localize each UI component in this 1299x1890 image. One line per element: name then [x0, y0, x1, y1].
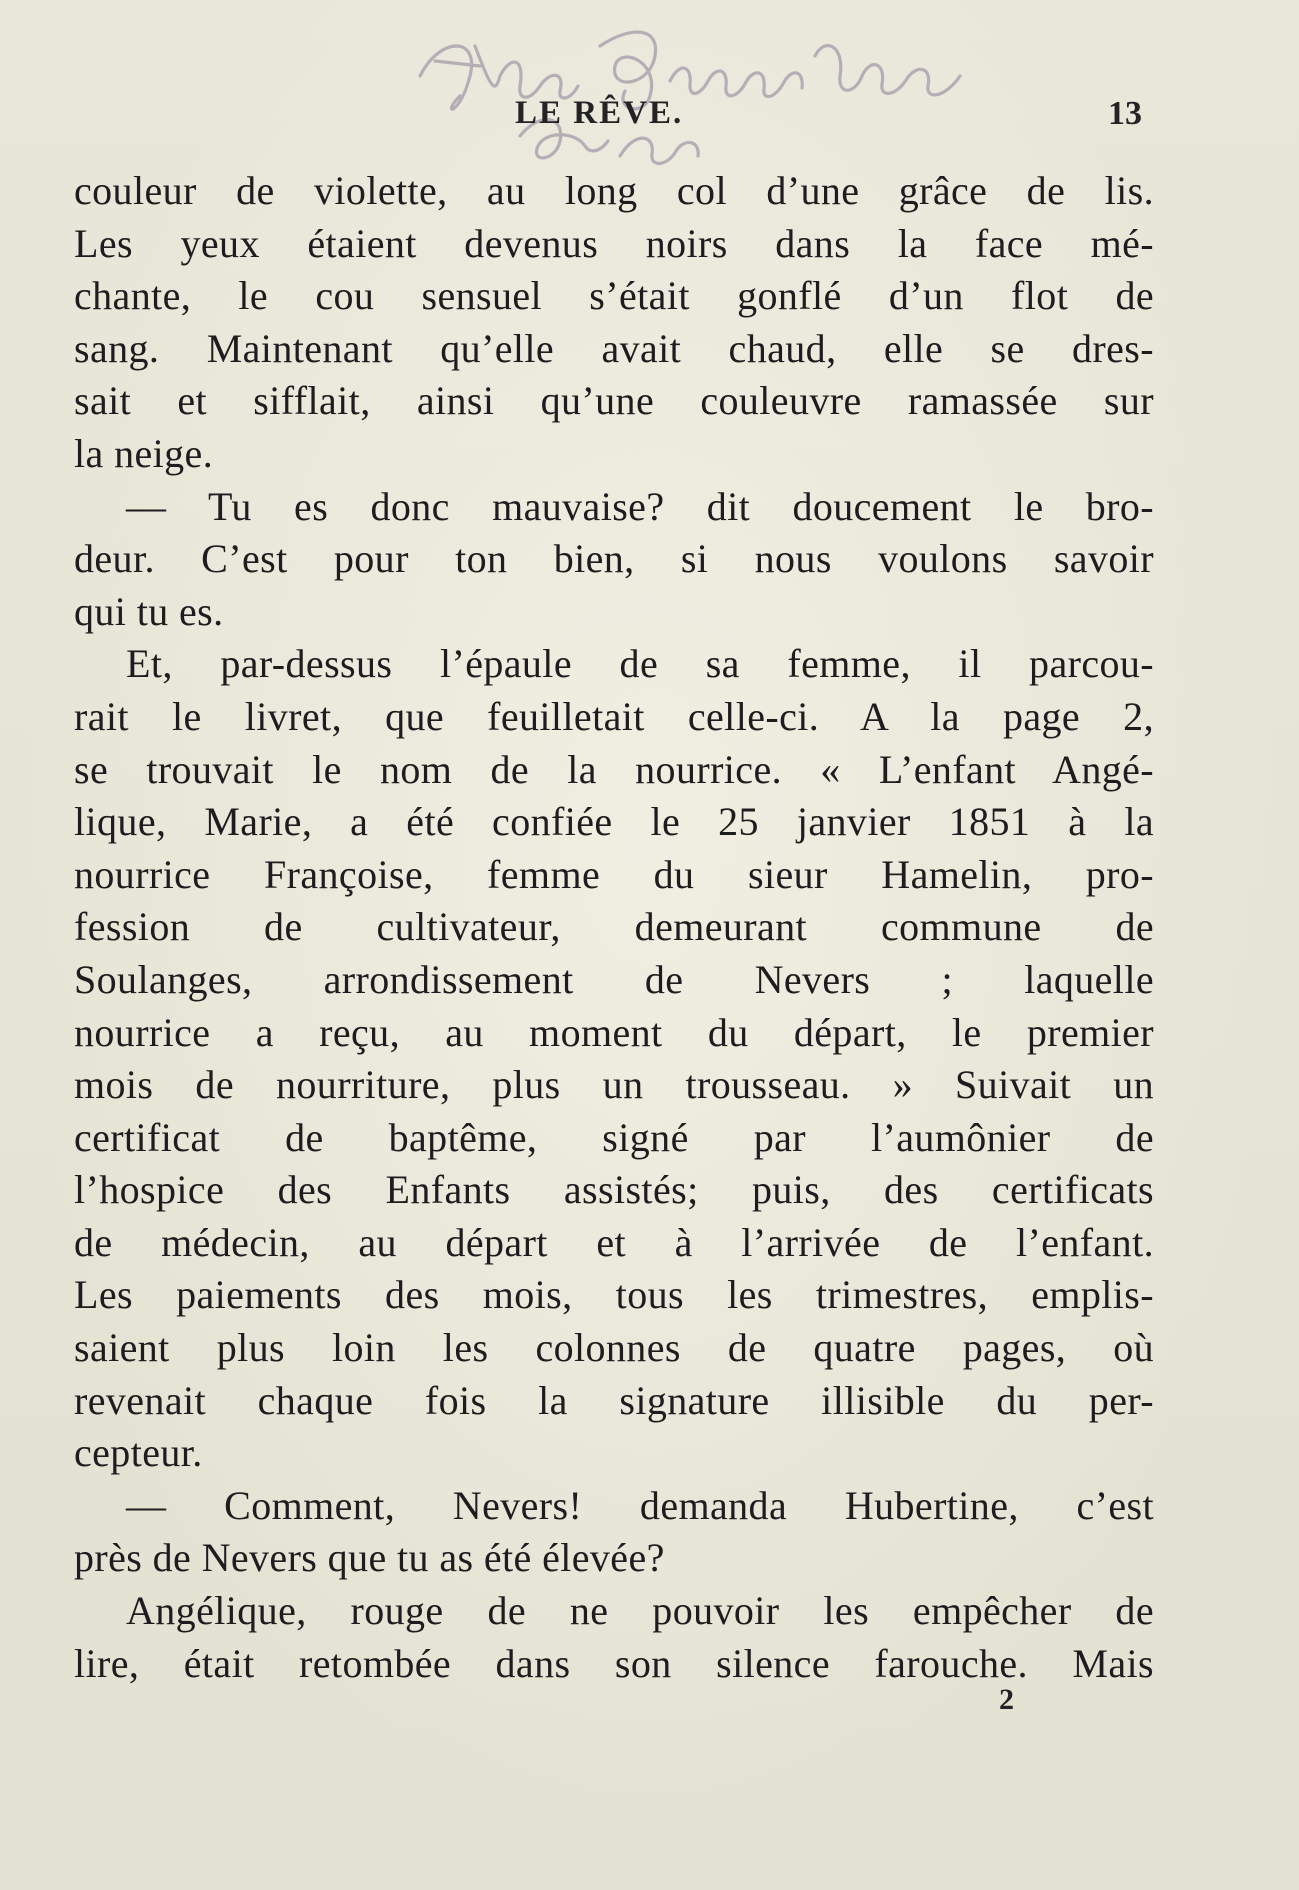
- text-line: chante, le cou sensuel s’était gonflé d’un flot de: [74, 273, 1154, 319]
- text-line: cepteur.: [74, 1430, 203, 1476]
- text-line: nourrice Françoise, femme du sieur Hamelin, pro-: [74, 851, 1154, 897]
- text-line: lique, Marie, a été confiée le 25 janvier 1851 à la: [74, 799, 1154, 845]
- text-line: lire, était retombée dans son silence farouche. Mais: [74, 1640, 1154, 1686]
- text-line: la neige.: [74, 430, 214, 476]
- text-line: l’hospice des Enfants assistés; puis, des certificats: [74, 1167, 1154, 1213]
- text-line: — Comment, Nevers! demanda Hubertine, c’est: [126, 1482, 1154, 1528]
- text-line: Les yeux étaient devenus noirs dans la face mé-: [74, 220, 1154, 266]
- text-line: rait le livret, que feuilletait celle-ci. A la page 2,: [74, 693, 1154, 739]
- text-line: près de Nevers que tu as été élevée?: [74, 1535, 665, 1581]
- signature-mark: 2: [999, 1683, 1014, 1716]
- text-line: Angélique, rouge de ne pouvoir les empêcher de: [126, 1588, 1154, 1634]
- text-line: nourrice a reçu, au moment du départ, le premier: [74, 1009, 1154, 1055]
- text-line: Les paiements des mois, tous les trimestres, emplis-: [74, 1272, 1154, 1318]
- text-line: mois de nourriture, plus un trousseau. » Suivait un: [74, 1062, 1154, 1108]
- text-line: Et, par-dessus l’épaule de sa femme, il parcou-: [126, 641, 1154, 687]
- text-line: sait et sifflait, ainsi qu’une couleuvre ramassée sur: [74, 378, 1154, 424]
- body-text: [74, 165, 1154, 1690]
- text-line: Soulanges, arrondissement de Nevers ; laquelle: [74, 956, 1154, 1002]
- text-line: de médecin, au départ et à l’arrivée de l’enfant.: [74, 1219, 1154, 1265]
- text-line: revenait chaque fois la signature illisible du per-: [74, 1377, 1154, 1423]
- text-line: couleur de violette, au long col d’une grâce de lis.: [74, 168, 1154, 213]
- running-title: LE RÊVE.: [515, 95, 684, 131]
- text-line: fession de cultivateur, demeurant commune de: [74, 904, 1154, 950]
- running-head: [0, 95, 1299, 145]
- text-line: saient plus loin les colonnes de quatre pages, où: [74, 1325, 1154, 1371]
- text-line: sang. Maintenant qu’elle avait chaud, elle se dres-: [74, 325, 1154, 371]
- text-line: certificat de baptême, signé par l’aumônier de: [74, 1114, 1154, 1160]
- text-line: deur. C’est pour ton bien, si nous voulons savoir: [74, 536, 1154, 582]
- text-line: se trouvait le nom de la nourrice. « L’enfant Angé-: [74, 746, 1154, 792]
- page-number: 13: [1108, 95, 1142, 132]
- text-line: qui tu es.: [74, 588, 224, 634]
- text-line: — Tu es donc mauvaise? dit doucement le bro-: [126, 483, 1154, 529]
